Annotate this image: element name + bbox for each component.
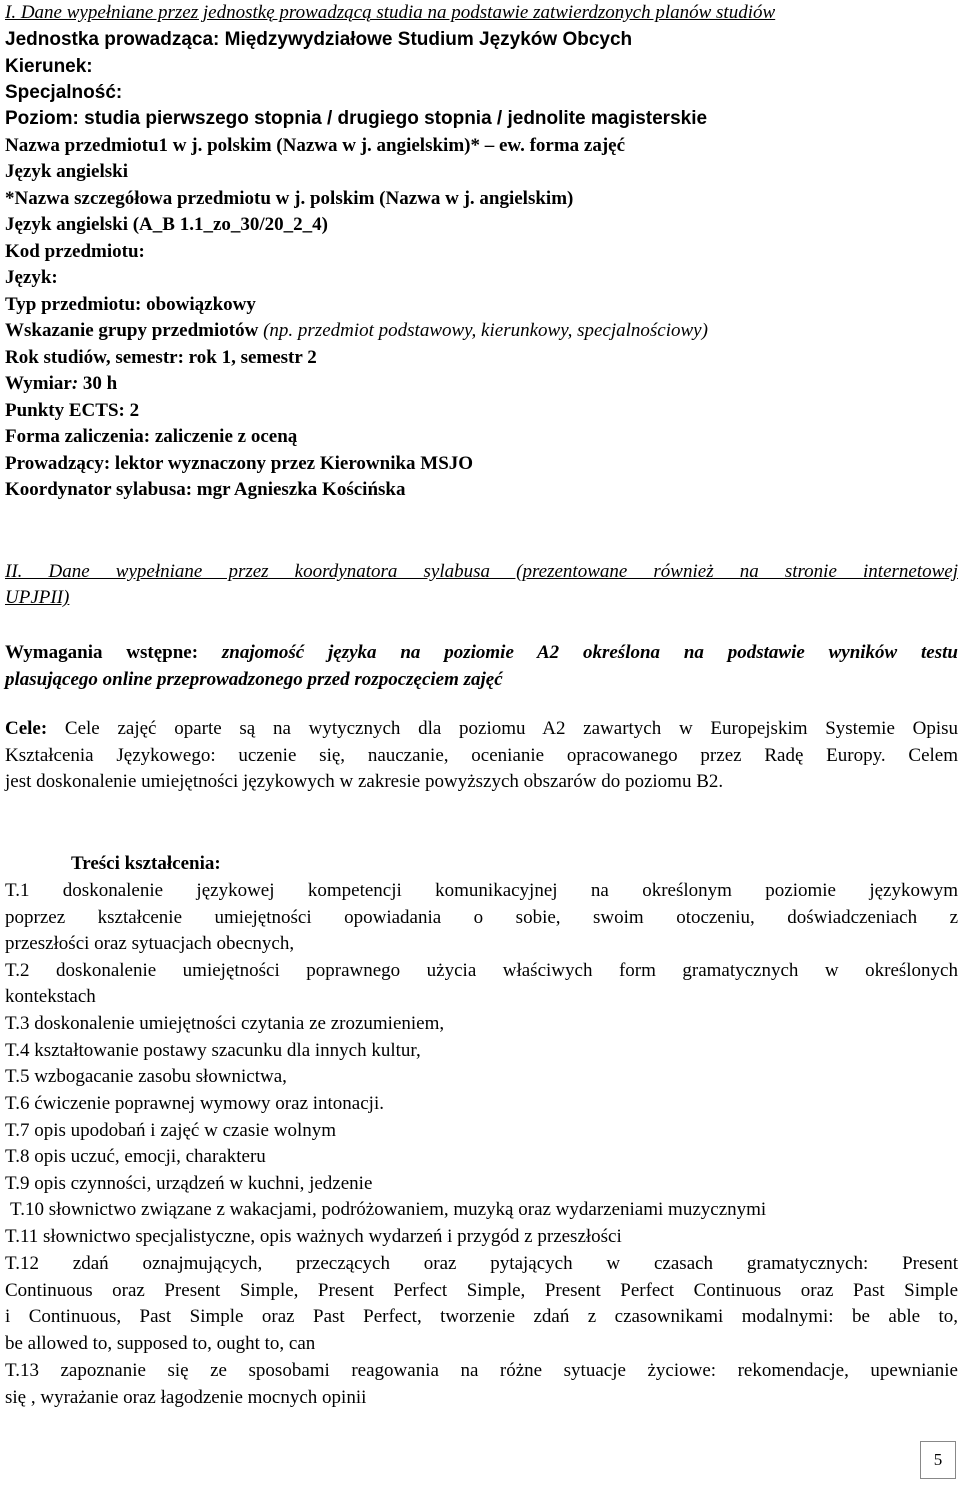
goals-line1	[5, 718, 958, 740]
lecturer-line: Prowadzący: lektor wyznaczony przez Kierownika MSJO	[5, 453, 474, 474]
content-t8: T.8 opis uczuć, emocji, charakteru	[5, 1146, 266, 1167]
content-t11: T.11 słownictwo specjalistyczne, opis ważnych wydarzeń i przygód z przeszłości	[5, 1226, 622, 1247]
assessment-line: Forma zaliczenia: zaliczenie z oceną	[5, 426, 298, 447]
requirements-label: Wymagania wstępne:	[5, 642, 199, 663]
scope-value: 30 h	[78, 373, 118, 394]
course-code-line: Kod przedmiotu:	[5, 241, 145, 262]
field-line: Kierunek:	[5, 56, 93, 77]
group-hint: (np. przedmiot podstawowy, kierunkowy, specjalnościowy)	[258, 320, 708, 341]
requirements-line2: plasującego online przeprowadzonego przed rozpoczęciem zajęć	[5, 669, 503, 690]
content-t2-line1: T.2 doskonalenie umiejętności poprawnego użycia właściwych form gramatycznych w określonych	[5, 960, 958, 981]
ects-line: Punkty ECTS: 2	[5, 400, 140, 421]
scope-colon: :	[71, 373, 79, 394]
content-t1-line3: przeszłości oraz sytuacjach obecnych,	[5, 933, 295, 954]
section1-heading: I. Dane wypełniane przez jednostkę prowadzącą studia na podstawie zatwierdzonych planów studiów	[5, 2, 776, 23]
course-name-value: Język angielski	[5, 161, 128, 182]
group-line	[5, 320, 708, 342]
goals-text1: Cele zajęć oparte są na wytycznych dla poziomu A2 zawartych w Europejskim Systemie Opisu	[47, 718, 958, 739]
type-line: Typ przedmiotu: obowiązkowy	[5, 294, 256, 315]
content-t1-line2: poprzez kształcenie umiejętności opowiadania o sobie, swoim otoczeniu, doświadczeniach z	[5, 907, 958, 928]
content-t12-line1: T.12 zdań oznajmujących, przeczących oraz pytających w czasach gramatycznych: Present	[5, 1253, 958, 1274]
language-line: Język:	[5, 267, 58, 288]
content-t12-line4: be allowed to, supposed to, ought to, can	[5, 1333, 316, 1354]
content-t9: T.9 opis czynności, urządzeń w kuchni, jedzenie	[5, 1173, 373, 1194]
year-line: Rok studiów, semestr: rok 1, semestr 2	[5, 347, 317, 368]
page-number: 5	[920, 1441, 956, 1479]
goals-line2: Kształcenia Językowego: uczenie się, nauczanie, ocenianie opracowanego przez Radę Europy. Celem	[5, 745, 958, 766]
level-line: Poziom: studia pierwszego stopnia / drugiego stopnia / jednolite magisterskie	[5, 108, 708, 129]
requirements-line1	[5, 642, 958, 664]
course-name-label: Nazwa przedmiotu1 w j. polskim (Nazwa w j. angielskim)* – ew. forma zajęć	[5, 135, 626, 156]
scope-line	[5, 373, 117, 395]
goals-label: Cele:	[5, 718, 48, 739]
content-t5: T.5 wzbogacanie zasobu słownictwa,	[5, 1066, 287, 1087]
goals-line3: jest doskonalenie umiejętności językowych w zakresie powyższych obszarów do poziomu B2.	[5, 771, 724, 792]
content-t12-line3: i Continuous, Past Simple oraz Past Perfect, tworzenie zdań z czasownikami modalnymi: be able to,	[5, 1306, 958, 1327]
content-t6: T.6 ćwiczenie poprawnej wymowy oraz intonacji.	[5, 1093, 384, 1114]
content-t4: T.4 kształtowanie postawy szacunku dla innych kultur,	[5, 1040, 421, 1061]
unit-line: Jednostka prowadząca: Międzywydziałowe Studium Języków Obcych	[5, 29, 633, 50]
content-t3: T.3 doskonalenie umiejętności czytania ze zrozumieniem,	[5, 1013, 445, 1034]
content-t10: T.10 słownictwo związane z wakacjami, podróżowaniem, muzyką oraz wydarzeniami muzycznymi	[10, 1199, 767, 1220]
section2-heading-line2: UPJPII)	[5, 587, 70, 608]
coordinator-line: Koordynator sylabusa: mgr Agnieszka Kościńska	[5, 479, 406, 500]
specialty-line: Specjalność:	[5, 82, 123, 103]
content-heading: Treści kształcenia:	[71, 853, 221, 874]
group-label: Wskazanie grupy przedmiotów	[5, 320, 259, 341]
content-t2-line2: kontekstach	[5, 986, 96, 1007]
detailed-name-value: Język angielski (A_B 1.1_zo_30/20_2_4)	[5, 214, 328, 235]
section2-heading-line1: II. Dane wypełniane przez koordynatora sylabusa (prezentowane również na stronie internetowej	[5, 561, 958, 582]
detailed-name-label: *Nazwa szczegółowa przedmiotu w j. polskim (Nazwa w j. angielskim)	[5, 188, 574, 209]
requirements-text1: znajomość języka na poziomie A2 określona na podstawie wyników testu	[198, 642, 958, 663]
scope-label: Wymiar	[5, 373, 72, 394]
content-t7: T.7 opis upodobań i zajęć w czasie wolnym	[5, 1120, 336, 1141]
content-t1-line1: T.1 doskonalenie językowej kompetencji komunikacyjnej na określonym poziomie językowym	[5, 880, 958, 901]
content-t13-line1: T.13 zapoznanie się ze sposobami reagowania na różne sytuacje życiowe: rekomendacje, upewnianie	[5, 1360, 958, 1381]
content-t12-line2: Continuous oraz Present Simple, Present Perfect Simple, Present Perfect Continuous oraz Past Simple	[5, 1280, 958, 1301]
content-t13-line2: się , wyrażanie oraz łagodzenie mocnych opinii	[5, 1387, 367, 1408]
